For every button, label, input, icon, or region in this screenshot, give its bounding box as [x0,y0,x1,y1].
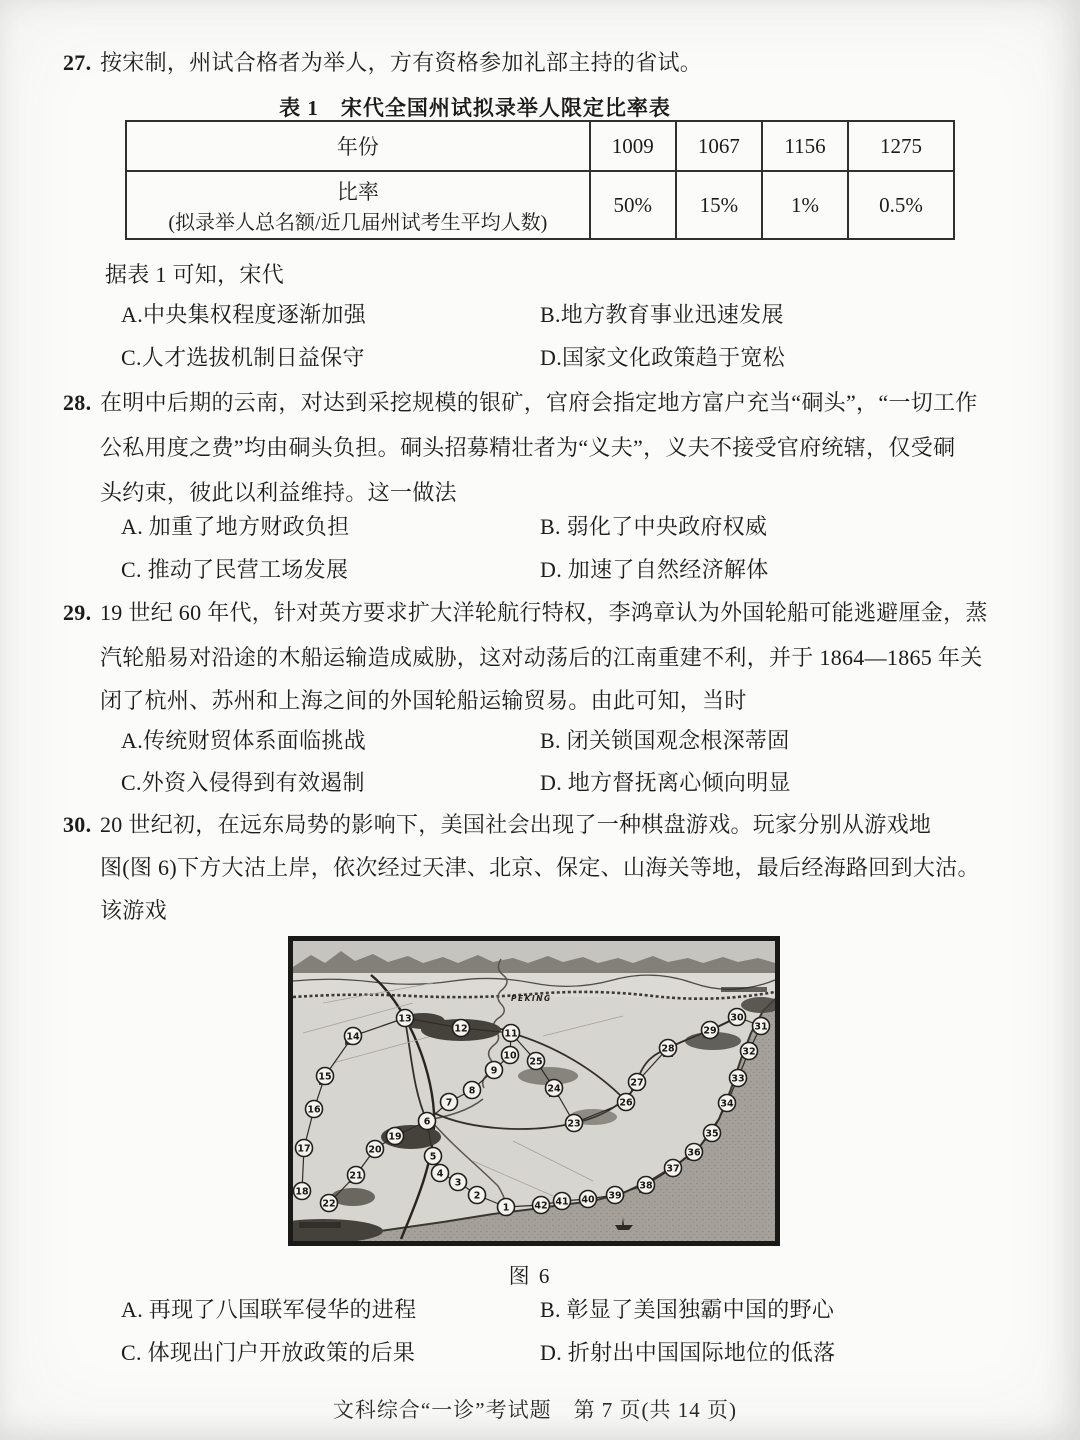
svg-text:24: 24 [547,1083,561,1095]
figure-6-map [288,936,780,1246]
year-cell: 1275 [848,121,954,171]
q27-lead: 据表 1 可知，宋代 [105,262,285,287]
year-cell: 1009 [590,121,676,171]
rate-cell: 50% [590,171,676,239]
q30-stem-line-2: 图(图 6)下方大沽上岸，依次经过天津、北京、保定、山海关等地，最后经海路回到大沽。 [100,855,980,880]
table-title: 表 1 宋代全国州试拟录举人限定比率表 [279,96,671,120]
svg-text:20: 20 [368,1144,382,1156]
svg-text:4: 4 [436,1168,444,1180]
map-marker [432,1165,449,1182]
map-marker [704,1125,721,1142]
q28-option-b: B. 弱化了中央政府权威 [540,514,768,539]
map-marker [498,1199,515,1216]
q30-stem-line-1 [63,810,1003,840]
q28-stem-line-2: 公私用度之费”均由硐头负担。硐头招募精壮者为“义夫”，义夫不接受官府统辖，仅受硐 [100,435,956,460]
svg-text:9: 9 [490,1065,498,1077]
svg-text:15: 15 [318,1071,332,1083]
map-marker [306,1101,323,1118]
rate-table [125,120,955,240]
q29-number: 29. [63,600,92,625]
svg-text:8: 8 [468,1085,476,1097]
map-marker [425,1148,442,1165]
svg-text:16: 16 [307,1104,321,1116]
q27-number: 27. [63,50,92,75]
svg-text:7: 7 [445,1097,453,1109]
svg-text:13: 13 [398,1013,412,1025]
svg-text:38: 38 [639,1180,653,1192]
q29-stem-line-3: 闭了杭州、苏州和上海之间的外国轮船运输贸易。由此可知，当时 [100,688,747,713]
rate-cell: 1% [762,171,848,239]
corner-label-smudge [721,987,767,992]
q29-option-b: B. 闭关锁国观念根深蒂固 [540,728,790,753]
map-marker [566,1115,583,1132]
svg-text:33: 33 [731,1073,745,1085]
table-row-rates [126,171,954,239]
map-marker [469,1187,486,1204]
map-marker [345,1028,362,1045]
map-marker [702,1022,719,1039]
q30-stem-line-3: 该游戏 [100,898,167,923]
map-marker [397,1010,414,1027]
map-marker [618,1094,635,1111]
game-map [293,941,775,1241]
svg-text:35: 35 [705,1128,719,1140]
svg-text:34: 34 [720,1098,734,1110]
map-marker [719,1095,736,1112]
q30-option-a: A. 再现了八国联军侵华的进程 [121,1297,417,1322]
q28-option-d: D. 加速了自然经济解体 [540,557,769,582]
map-marker [629,1074,646,1091]
map-marker [502,1047,519,1064]
rate-cell: 0.5% [848,171,954,239]
q30-option-c: C. 体现出门户开放政策的后果 [121,1340,416,1365]
map-marker [753,1018,770,1035]
map-marker [441,1094,458,1111]
q27-stem [63,48,1003,78]
q30-number: 30. [63,812,92,837]
q29-option-d: D. 地方督抚离心倾向明显 [540,770,791,795]
q30-stem-text: 20 世纪初，在远东局势的影响下，美国社会出现了一种棋盘游戏。玩家分别从游戏地 [100,812,932,837]
q28-option-a: A. 加重了地方财政负担 [121,514,350,539]
q27-stem-text: 按宋制，州试合格者为举人，方有资格参加礼部主持的省试。 [100,50,703,75]
year-cell: 1156 [762,121,848,171]
svg-text:26: 26 [619,1097,633,1109]
q27-option-c: C.人才选拔机制日益保守 [121,345,365,370]
map-marker [580,1191,597,1208]
map-marker [665,1160,682,1177]
svg-text:18: 18 [295,1186,309,1198]
svg-text:41: 41 [555,1196,569,1208]
svg-text:29: 29 [703,1025,717,1037]
map-marker [348,1167,365,1184]
svg-text:27: 27 [630,1077,644,1089]
svg-text:14: 14 [346,1031,360,1043]
svg-text:1: 1 [502,1202,510,1214]
svg-text:42: 42 [534,1200,548,1212]
map-credit-smudge [299,1222,341,1228]
svg-text:21: 21 [349,1170,363,1182]
map-marker [660,1040,677,1057]
svg-text:12: 12 [454,1023,468,1035]
map-marker [464,1082,481,1099]
map-marker [387,1128,404,1145]
table-row-years [126,121,954,171]
svg-text:23: 23 [567,1118,581,1130]
svg-text:37: 37 [666,1163,680,1175]
svg-text:10: 10 [503,1050,517,1062]
svg-text:32: 32 [742,1046,756,1058]
map-marker [296,1140,313,1157]
year-label-cell: 年份 [126,121,590,171]
map-marker [294,1183,311,1200]
map-marker [450,1174,467,1191]
q29-option-c: C.外资入侵得到有效遏制 [121,770,365,795]
q27-option-a: A.中央集权程度逐渐加强 [121,302,366,327]
q29-stem-line-1 [63,598,1003,628]
svg-text:19: 19 [388,1131,402,1143]
map-label-peking: PEKING [511,994,552,1003]
q29-option-a: A.传统财贸体系面临挑战 [121,728,366,753]
q28-stem-text: 在明中后期的云南，对达到采挖规模的银矿，官府会指定地方富户充当“硐头”，“一切工作 [100,390,978,415]
q29-stem-text: 19 世纪 60 年代，针对英方要求扩大洋轮航行特权，李鸿章认为外国轮船可能逃避厘金，蒸 [100,600,988,625]
map-marker [686,1144,703,1161]
svg-text:40: 40 [581,1194,595,1206]
svg-text:36: 36 [687,1147,701,1159]
q27-option-d: D.国家文化政策趋于宽松 [540,345,785,370]
svg-text:3: 3 [454,1177,462,1189]
map-marker [528,1053,545,1070]
svg-text:31: 31 [754,1021,768,1033]
map-marker [729,1009,746,1026]
svg-text:2: 2 [473,1190,481,1202]
svg-text:30: 30 [730,1012,744,1024]
map-marker [321,1195,338,1212]
map-marker [453,1020,470,1037]
map-marker [503,1025,520,1042]
svg-text:6: 6 [423,1116,431,1128]
map-marker [533,1197,550,1214]
q28-stem-line-3: 头约束，彼此以利益维持。这一做法 [100,480,457,505]
figure-caption: 图 6 [508,1264,552,1288]
svg-text:22: 22 [322,1198,336,1210]
rate-label: 比率 [336,179,379,204]
svg-text:11: 11 [504,1028,518,1040]
q30-option-d: D. 折射出中国国际地位的低落 [540,1340,836,1365]
map-marker [554,1193,571,1210]
svg-text:25: 25 [529,1056,543,1068]
q28-number: 28. [63,390,92,415]
q29-stem-line-2: 汽轮船易对沿途的木船运输造成威胁，这对动荡后的江南重建不利，并于 1864—1865 年关 [100,645,983,670]
map-marker [638,1177,655,1194]
map-marker [607,1187,624,1204]
map-terrain [293,941,775,1241]
map-marker [367,1141,384,1158]
q27-option-b: B.地方教育事业迅速发展 [540,302,784,327]
page-footer: 文科综合“一诊”考试题 第 7 页(共 14 页) [332,1398,738,1422]
map-marker [741,1043,758,1060]
map-marker [546,1080,563,1097]
map-marker [419,1113,436,1130]
rate-cell: 15% [676,171,762,239]
map-marker [486,1062,503,1079]
rate-sublabel: (拟录举人总名额/近几届州试考生平均人数) [168,211,548,234]
svg-text:17: 17 [297,1143,311,1155]
q30-option-b: B. 彰显了美国独霸中国的野心 [540,1297,835,1322]
map-marker [730,1070,747,1087]
svg-text:28: 28 [661,1043,675,1055]
svg-text:5: 5 [429,1151,437,1163]
year-cell: 1067 [676,121,762,171]
rate-label-cell [126,171,590,239]
q28-option-c: C. 推动了民营工场发展 [121,557,349,582]
q28-stem-line-1 [63,388,1003,418]
map-marker [317,1068,334,1085]
svg-text:39: 39 [608,1190,622,1202]
